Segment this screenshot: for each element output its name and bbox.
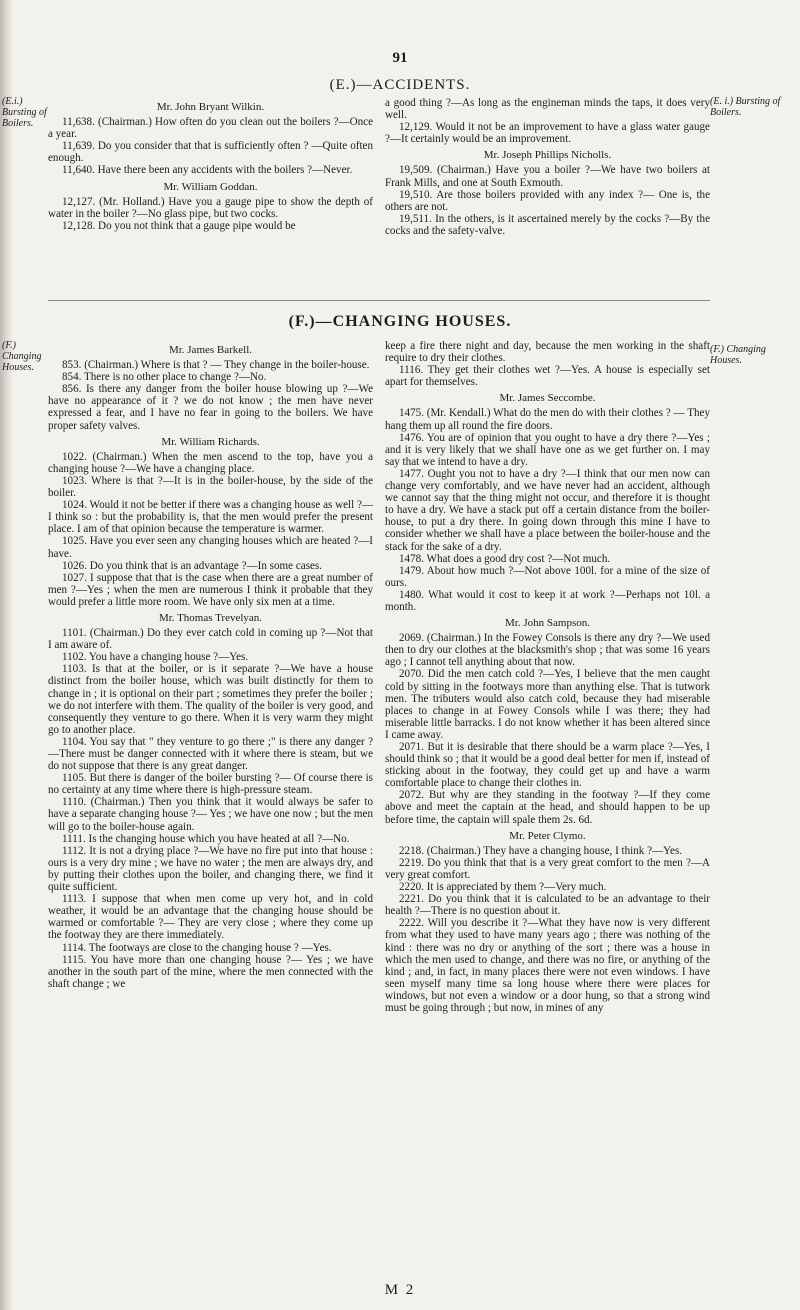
witness-name: Mr. William Goddan.: [163, 180, 258, 193]
testimony-paragraph: 1101. (Chairman.) Do they ever catch cold in coming up ?—Not that I am aware of.: [48, 627, 373, 652]
testimony-paragraph: 854. There is no other place to change ?—No.: [62, 371, 267, 384]
testimony-paragraph: 1111. Is the changing house which you have heated at all ?—No.: [62, 832, 350, 845]
testimony-paragraph: 2069. (Chairman.) In the Fowey Consols is there any dry ?—We used then to dry our clothes at the blacksmith's shop ; that was some 16 years ago ; I cannot tell anything about that now.: [385, 632, 710, 669]
testimony-paragraph: 1475. (Mr. Kendall.) What do the men do with their clothes ? — They hang them up all round the fire doors.: [385, 407, 710, 432]
testimony-paragraph: 1102. You have a changing house ?—Yes.: [62, 651, 249, 664]
witness-name: Mr. John Bryant Wilkin.: [156, 101, 265, 113]
witness-name: Mr. James Barkell.: [168, 344, 253, 356]
page-number: 91: [392, 50, 408, 66]
testimony-paragraph: 2222. Will you describe it ?—What they have now is very different from what they used to have many years ago ; there was nothing of the kind : there was no dry or anything of the sort ; there was a house in which the men used to change, and there was no fire, or anything of the kind ; and, in fact, in many places there were not even windows. I have seen myself many time sa long house where there were places for windows, but not even a window or a door hung, so that a strong wind must be going through ; but now, in mines of any: [385, 917, 710, 1014]
witness-name: Mr. John Sampson.: [505, 617, 590, 630]
testimony-paragraph: 11,640. Have there been any accidents with the boilers ?—Never.: [62, 164, 353, 177]
testimony-paragraph: 12,127. (Mr. Holland.) Have you a gauge pipe to show the depth of water in the boiler ?—No glass pipe, but two cocks.: [48, 195, 373, 220]
testimony-paragraph: 1025. Have you ever seen any changing houses which are heated ?—I have.: [48, 535, 373, 560]
binding-edge: [0, 0, 14, 1310]
testimony-paragraph: 1027. I suppose that that is the case when there are a great number of men ?—Yes ; when the men are numerous I think it probable that they would prefer a little more room. We have only six men at a time.: [48, 571, 373, 608]
testimony-paragraph: 1024. Would it not be better if there was a changing house as well ?—I think so : but the probability is, that the men would prefer the present place. I am of that opinion because the temperature is warmer.: [48, 499, 373, 536]
testimony-paragraph: 853. (Chairman.) Where is that ? — They change in the boiler-house.: [62, 359, 370, 372]
section-e-left-column: [48, 97, 373, 232]
testimony-paragraph: 19,509. (Chairman.) Have you a boiler ?—We have two boilers at Frank Mills, and one at South Exmouth.: [385, 164, 710, 189]
testimony-paragraph: 2218. (Chairman.) They have a changing house, I think ?—Yes.: [399, 844, 683, 857]
testimony-paragraph: 1103. Is that at the boiler, or is it separate ?—We have a house distinct from the boiler house, which was built distinctly for them to change in ; it is optional on their part ; sometimes they prefer the boiler ; we do not interfere with them. The quality of the boiler is very good, and consequently they venture to go there. When it is very warm they might go to another place.: [48, 663, 373, 736]
testimony-paragraph: 1113. I suppose that when men come up very hot, and in cold weather, it would be an advantage that the changing house should be warmed or comfortable ?— They are very close ; where they come up the footway they are there immediately.: [48, 893, 373, 942]
testimony-paragraph: 856. Is there any danger from the boiler house blowing up ?—We have no appearance of it ? we do not know ; the men have never expressed a fear, and I have no fear in going to the boilers. We have proper safety valves.: [48, 383, 373, 432]
testimony-paragraph: 1022. (Chairman.) When the men ascend to the top, have you a changing house ?—We have a changing place.: [48, 450, 373, 475]
section-e-right-column: [385, 97, 710, 237]
testimony-paragraph: 2219. Do you think that that is a very great comfort to the men ?—A very great comfort.: [385, 856, 710, 881]
testimony-paragraph: 12,129. Would it not be an improvement to have a glass water gauge ?—It certainly would be an improvement.: [385, 121, 710, 146]
testimony-paragraph: 1110. (Chairman.) Then you think that it would always be safer to have a separate changing house ?— Yes ; we have one now ; but the men will go to the boiler-house again.: [48, 796, 373, 833]
testimony-paragraph: 1114. The footways are close to the changing house ? —Yes.: [62, 941, 332, 954]
testimony-paragraph: 1026. Do you think that is an advantage ?—In some cases.: [62, 559, 323, 572]
section-divider: [48, 300, 710, 301]
margin-note-f-left: (F.) Changing Houses.: [2, 340, 42, 373]
margin-note-e-right: (E. i.) Bursting of Boilers.: [710, 96, 781, 118]
testimony-paragraph: 19,511. In the others, is it ascertained merely by the cocks ?—By the cocks and the safety-valve.: [385, 212, 710, 237]
testimony-paragraph: 1023. Where is that ?—It is in the boiler-house, by the side of the boiler.: [48, 474, 373, 500]
testimony-paragraph: 1112. It is not a drying place ?—We have no fire put into that house : ours is a very dry mine ; we have no water ; the men are always dry, and by putting their clothes upon the boiler, and changing there, we find it quite sufficient.: [48, 844, 373, 894]
witness-name: Mr. James Seccombe.: [499, 392, 596, 405]
section-e-title: (E.)—ACCIDENTS.: [329, 77, 471, 93]
testimony-paragraph: 19,510. Are those boilers provided with any index ?— One is, the others are not.: [385, 188, 710, 213]
section-f-right-column: [385, 340, 710, 1014]
testimony-paragraph: a good thing ?—As long as the engineman minds the taps, it does very well.: [385, 97, 710, 122]
signature-mark: M 2: [384, 1282, 416, 1298]
testimony-paragraph: 1105. But there is danger of the boiler bursting ?— Of course there is no certainty at any time where there is high-pressure steam.: [48, 772, 373, 797]
testimony-paragraph: 11,639. Do you consider that that is sufficiently often ? —Quite often enough.: [48, 140, 373, 165]
witness-name: Mr. William Richards.: [161, 435, 260, 448]
testimony-paragraph: 2220. It is appreciated by them ?—Very much.: [399, 881, 607, 894]
testimony-paragraph: 1116. They get their clothes wet ?—Yes. A house is especially set apart for themselves.: [385, 364, 710, 389]
testimony-paragraph: 1477. Ought you not to have a dry ?—I think that our men now can change very comfortably, and we have never had an accident, although we cannot say that the thing might not occur, and therefore it is thought to have a dry. We have a stack put off a certain distance from the boiler-house, to put a dry there. In going down through this mine I have to consider whether we shall have a place between the boiler-house and the stack for the sake of a dry.: [385, 467, 710, 553]
testimony-paragraph: 2221. Do you think that it is calculated to be an advantage to their health ?—There is no question about it.: [385, 893, 710, 918]
testimony-paragraph: 11,638. (Chairman.) How often do you clean out the boilers ?—Once a year.: [48, 116, 373, 141]
testimony-paragraph: 12,128. Do you not think that a gauge pipe would be: [62, 219, 296, 232]
testimony-paragraph: 1476. You are of opinion that you ought to have a dry there ?—Yes ; and it is very likely that we shall have one as we get further on. I may say that we intend to have a dry.: [385, 431, 710, 468]
witness-name: Mr. Thomas Trevelyan.: [158, 611, 263, 624]
testimony-paragraph: 2071. But it is desirable that there should be a warm place ?—Yes, I should think so ; that it would be a good deal better for men if, instead of sticking about in the footway, they could get up and have a warm comfortable place to change their clothes in.: [385, 741, 710, 790]
witness-name: Mr. Joseph Phillips Nicholls.: [483, 149, 612, 162]
margin-note-f-right: (F.) Changing Houses.: [710, 344, 766, 366]
margin-note-e-left: (E.i.) Bursting of Boilers.: [2, 96, 47, 129]
section-f-title: (F.)—CHANGING HOUSES.: [288, 313, 512, 330]
testimony-paragraph: keep a fire there night and day, because the men working in the shaft require to dry their clothes.: [385, 340, 710, 365]
testimony-paragraph: 2072. But why are they standing in the footway ?—If they come above and meet the captain at the head, and should happen to be up before time, the captain will spale them 2s. 6d.: [385, 789, 710, 826]
testimony-paragraph: 1479. About how much ?—Not above 100l. for a mine of the size of ours.: [385, 564, 710, 589]
testimony-paragraph: 1104. You say that " they venture to go there ;" is there any danger ?—There must be danger connected with it where there is steam, but we do not suppose that there is any great danger.: [48, 735, 373, 773]
testimony-paragraph: 2070. Did the men catch cold ?—Yes, I believe that the men caught cold by sitting in the footways more than anything else. That is tutwork men. The tributers would also catch cold, because they had miserable places to change in at Fowey Consols while I was there; they had miserable little barracks. I do not know whether it has been altered since I came away.: [385, 668, 710, 741]
section-f-left-column: [48, 340, 373, 990]
testimony-paragraph: 1480. What would it cost to keep it at work ?—Perhaps not 10l. a month.: [385, 588, 710, 613]
testimony-paragraph: 1115. You have more than one changing house ?— Yes ; we have another in the south part of the mine, where the men connected with the shaft change ; we: [48, 953, 373, 990]
testimony-paragraph: 1478. What does a good dry cost ?—Not much.: [399, 552, 611, 565]
witness-name: Mr. Peter Clymo.: [509, 829, 586, 842]
